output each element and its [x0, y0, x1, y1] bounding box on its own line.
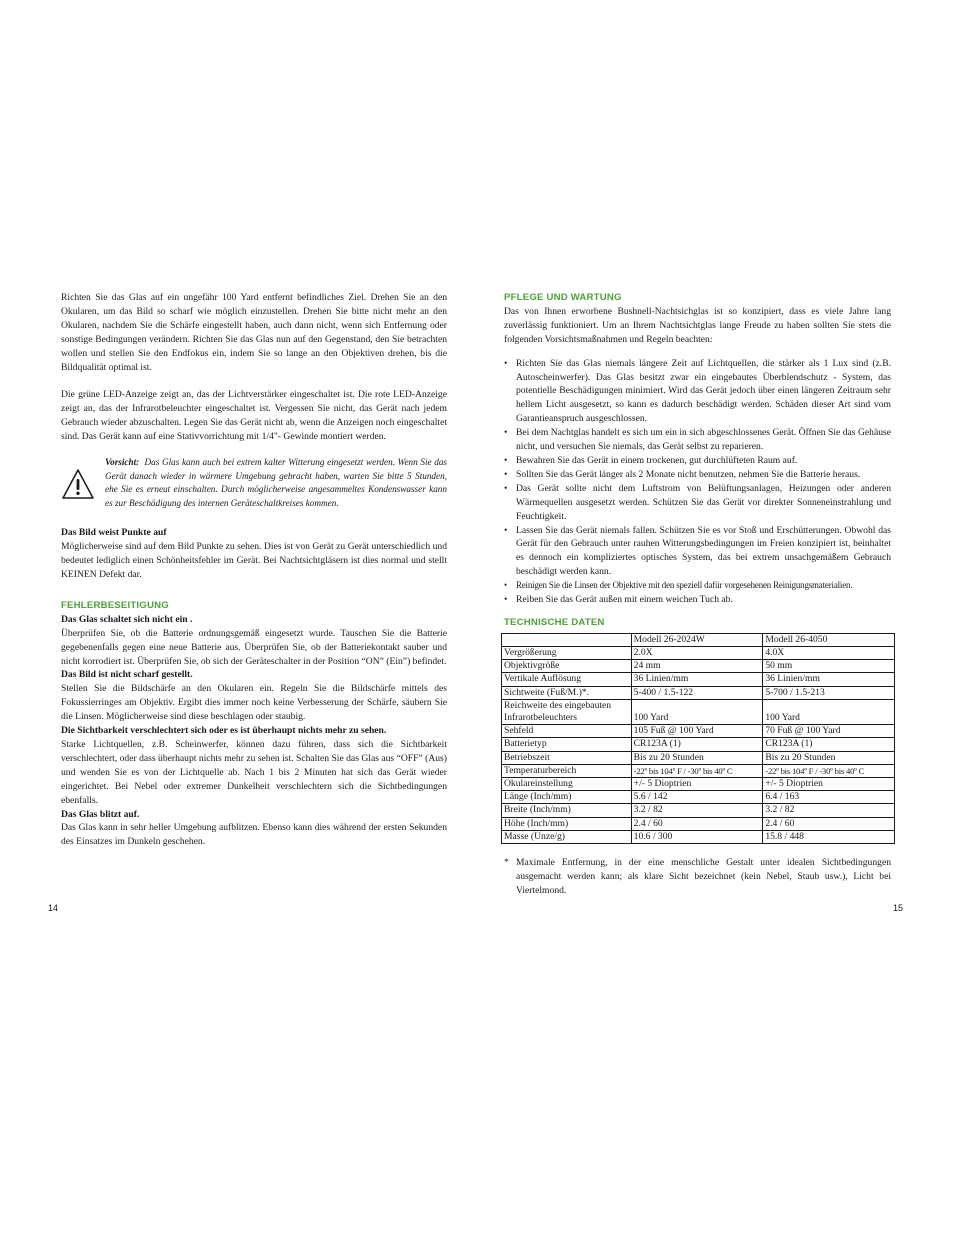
- table-row: [502, 660, 895, 673]
- care-intro: Das von Ihnen erworbene Bushnell-Nachtsichglas ist so konzipiert, dass es viele Jahre lang zuverlässig funktioniert. Um an Ihrem Nachtsichtglas lange Freude zu haben sollten Sie stets die folgenden Vorsichtsmaßnahmen und Regeln beachten:: [504, 305, 891, 345]
- footnote-text: Maximale Entfernung, in der eine menschliche Gestalt unter idealen Sichtbedingungen ausgemacht werden kann; als klare Sicht bezeichnet (kein Nebel, Staub usw.), Licht bei Viertelmond.: [516, 857, 891, 896]
- caution-notice: [61, 456, 447, 510]
- spec-value-cell: CR123A (1): [631, 738, 763, 751]
- ts1-text: Überprüfen Sie, ob die Batterie ordnungsgemäß eingesetzt wurde. Tauschen Sie die Batterie gegebenenfalls gegen eine neue Batterie aus. Überprüfen Sie, ob der Batteriekontakt sauber und nicht korrodiert ist. Überprüfen Sie, ob sich der Geräteschalter in der Position “ON” (Ein”) befindet.: [61, 627, 447, 667]
- spec-value-cell: 2.4 / 60: [763, 817, 895, 830]
- caution-body: Das Glas kann auch bei extrem kalter Witterung eingesetzt werden. Wenn Sie das Gerät danach wieder in wärmere Umgebung gebracht haben, warten Sie bitte 5 Stunden, ehe Sie es erneut einschalten. Durch möglicherweise angesammeltes Kondenswasser kann es zur Beschädigung des internen Geräteschaltkreises kommen.: [105, 456, 447, 508]
- table-row: [502, 817, 895, 830]
- table-row: [502, 751, 895, 764]
- ts1-title: Das Glas schaltet sich nicht ein .: [61, 613, 193, 625]
- spec-value-cell: 10.6 / 300: [631, 830, 763, 843]
- header-cell: Modell 26-2024W: [631, 633, 763, 646]
- spec-value-cell: -22º bis 104º F / -30º bis 40º C: [763, 764, 895, 777]
- spots-text: Möglicherweise sind auf dem Bild Punkte zu sehen. Dies ist von Gerät zu Gerät unterschiedlich und bedeutet lediglich einen Schönheitsfehler im Gerät. Bei Nachtsichtgläsern ist dies normal und stellt KEINEN Defekt dar.: [61, 541, 447, 581]
- spec-value-cell: Bis zu 20 Stunden: [631, 751, 763, 764]
- ts3-title: Die Sichtbarkeit verschlechtert sich oder es ist überhaupt nichts mehr zu sehen.: [61, 725, 387, 737]
- spec-value-cell: 4.0X: [763, 647, 895, 660]
- table-row: [502, 647, 895, 660]
- table-row: [502, 738, 895, 751]
- caution-text: [105, 456, 447, 510]
- footnote: [504, 856, 891, 898]
- spec-label-cell: Höhe (Inch/mm): [502, 817, 632, 830]
- specs-table: [501, 633, 895, 844]
- table-row: [502, 725, 895, 738]
- spec-value-cell: 5.6 / 142: [631, 791, 763, 804]
- list-item: • Das Gerät sollte nicht dem Luftstrom von Belüftungsanlagen, Heizungen oder anderen Wärmequellen ausgesetzt werden. Schützen Sie das Gerät vor direkter Sonneneinstrahlung und Feuchtigkeit.: [504, 482, 891, 524]
- spec-value-cell: 100 Yard: [631, 699, 763, 724]
- spec-value-cell: +/- 5 Dioptrien: [631, 778, 763, 791]
- spec-label-cell: Vergrößerung: [502, 647, 632, 660]
- warning-triangle-icon: [61, 456, 105, 510]
- spec-value-cell: 2.0X: [631, 647, 763, 660]
- header-cell: [502, 633, 632, 646]
- spec-value-cell: 100 Yard: [763, 699, 895, 724]
- ts4-title: Das Glas blitzt auf.: [61, 808, 140, 820]
- specs-heading: TECHNISCHE DATEN: [504, 616, 605, 628]
- list-item: • Richten Sie das Glas niemals längere Zeit auf Lichtquellen, die stärker als 1 Lux sind (z.B. Autoscheinwerfer). Das Glas besitzt zwar ein eingebautes Überblendschutz - System, das potentielle Beschädigungen minimiert. Wird das Gerät jedoch über einen längeren Zeitraum sehr hellem Licht ausgesetzt, so kann es dadurch beschädigt werden. Schäden dieser Art sind vom Garantieanspruch ausgeschlossen.: [504, 357, 891, 427]
- table-row: [502, 791, 895, 804]
- table-row: [502, 764, 895, 777]
- spec-label-cell: Objektivgröße: [502, 660, 632, 673]
- focus-instructions-paragraph: Richten Sie das Glas auf ein ungefähr 100 Yard entfernt befindliches Ziel. Drehen Sie an den Okularen, um das Bild so scharf wie möglich einzustellen. Drehen Sie bitte nicht mehr an den Okularen, nachdem Sie die Schärfe eingestellt haben, auch dann nicht, wenn sich Entfernung oder sonstige Bedingungen verändern. Richten Sie das Glas nun auf den Gegenstand, den Sie betrachten wollen und stellen Sie den Endfokus ein, indem Sie so lange an den Objektiven drehen, bis die Bildqualität optimal ist.: [61, 292, 447, 373]
- spec-value-cell: 105 Fuß @ 100 Yard: [631, 725, 763, 738]
- list-item: • Bewahren Sie das Gerät in einem trockenen, gut durchlüfteten Raum auf.: [504, 454, 891, 468]
- list-item: • Reinigen Sie die Linsen der Objektive mit den speziell dafür vorgesehenen Reinigungsmaterialien.: [504, 579, 891, 593]
- troubleshooting-heading: FEHLERBESEITIGUNG: [61, 599, 169, 611]
- left-page-column: [61, 291, 447, 849]
- spec-value-cell: 24 mm: [631, 660, 763, 673]
- care-heading: PFLEGE UND WARTUNG: [504, 292, 622, 303]
- spec-label-cell: Okulareinstellung: [502, 778, 632, 791]
- list-item: • Reiben Sie das Gerät außen mit einem weichen Tuch ab.: [504, 593, 891, 607]
- table-row: [502, 830, 895, 843]
- spec-label-cell: Masse (Unze/g): [502, 830, 632, 843]
- spec-value-cell: 5-700 / 1.5-213: [763, 686, 895, 699]
- spec-value-cell: 3.2 / 82: [763, 804, 895, 817]
- ts4-text: Das Glas kann in sehr heller Umgebung aufblitzen. Ebenso kann dies während der ersten Sekunden des Einsatzes im Dunkeln geschehen.: [61, 822, 447, 848]
- spec-value-cell: CR123A (1): [763, 738, 895, 751]
- table-row: [502, 673, 895, 686]
- spec-label-cell: Batterietyp: [502, 738, 632, 751]
- table-row: [502, 804, 895, 817]
- table-row: [502, 778, 895, 791]
- ts2-title: Das Bild ist nicht scharf gestellt.: [61, 669, 193, 681]
- page-number-left: 14: [48, 903, 59, 913]
- spec-label-cell: Breite (Inch/mm): [502, 804, 632, 817]
- spec-value-cell: 70 Fuß @ 100 Yard: [763, 725, 895, 738]
- ts2-text: Stellen Sie die Bildschärfe an den Okularen ein. Regeln Sie die Bildschärfe mittels des Fokussierringes am Objektiv. Ergibt dies immer noch keine Verbesserung der Schärfe, säubern Sie die Linsen. Möglicherweise sind diese beschlagen oder staubig.: [61, 683, 447, 723]
- list-item: • Sollten Sie das Gerät länger als 2 Monate nicht benutzen, nehmen Sie die Batterie heraus.: [504, 468, 891, 482]
- spec-label-cell: Reichweite des eingebauten Infrarotbeleuchters: [502, 699, 632, 724]
- spec-label-cell: Länge (Inch/mm): [502, 791, 632, 804]
- caution-label: Vorsicht:: [105, 456, 140, 467]
- spec-value-cell: 50 mm: [763, 660, 895, 673]
- spec-label-cell: Betriebszeit: [502, 751, 632, 764]
- spec-label-cell: Sehfeld: [502, 725, 632, 738]
- footnote-mark: *: [504, 857, 509, 869]
- header-cell: Modell 26-4050: [763, 633, 895, 646]
- spec-value-cell: +/- 5 Dioptrien: [763, 778, 895, 791]
- spec-value-cell: 6.4 / 163: [763, 791, 895, 804]
- page-number-right: 15: [893, 903, 904, 913]
- care-list: [504, 357, 891, 607]
- spec-value-cell: 15.8 / 448: [763, 830, 895, 843]
- spec-label-cell: Vertikale Auflösung: [502, 673, 632, 686]
- spec-label-cell: Sichtweite (Fuß/M.)*.: [502, 686, 632, 699]
- spec-value-cell: Bis zu 20 Stunden: [763, 751, 895, 764]
- table-row: [502, 699, 895, 724]
- ts3-text: Starke Lichtquellen, z.B. Scheinwerfer, können dazu führen, dass sich die Sichtbarkeit verschlechtert, oder dass überhaupt nichts mehr zu sehen ist. Schalten Sie das Glas aus “OFF” (Aus) und wenden Sie es von der Lichtquelle ab. Nach 1 bis 2 Minuten hat sich das Gerät wieder eingerichtet. Bei Nebel oder extremer Dunkelheit verschlechtern sich die Sichtbedingungen ebenfalls.: [61, 739, 447, 806]
- spec-value-cell: 5-400 / 1.5-122: [631, 686, 763, 699]
- table-row: [502, 686, 895, 699]
- list-item: • Bei dem Nachtglas handelt es sich um ein in sich abgeschlossenes Gerät. Öffnen Sie das Gehäuse nicht, und versuchen Sie niemals, das Gerät selbst zu reparieren.: [504, 426, 891, 454]
- led-indicator-paragraph: Die grüne LED-Anzeige zeigt an, das der Lichtverstärker eingeschaltet ist. Die rote LED-Anzeige zeigt an, das der Infrarotbeleuchter eingeschaltet ist. Vergessen Sie nicht, das Gerät nach jedem Gebrauch wieder abzuschalten. Legen Sie das Gerät nicht ab, wenn die Anzeigen noch eingeschaltet sind. Das Gerät kann auf eine Stativvorrichtung mit 1/4"- Gewinde montiert werden.: [61, 389, 447, 443]
- spec-value-cell: 2.4 / 60: [631, 817, 763, 830]
- spec-value-cell: 36 Linien/mm: [763, 673, 895, 686]
- spec-value-cell: 3.2 / 82: [631, 804, 763, 817]
- spots-heading: Das Bild weist Punkte auf: [61, 527, 167, 539]
- table-header-row: [502, 633, 895, 646]
- spec-label-cell: Temperaturbereich: [502, 764, 632, 777]
- spec-value-cell: 36 Linien/mm: [631, 673, 763, 686]
- right-page-column: [504, 291, 891, 898]
- spec-value-cell: -22º bis 104º F / -30º bis 40º C: [631, 764, 763, 777]
- list-item: • Lassen Sie das Gerät niemals fallen. Schützen Sie es vor Stoß und Erschütterungen. Obwohl das Gerät für den Gebrauch unter rauhen Witterungsbedingungen im Freien konzipiert ist, beinhaltet es dennoch ein kompliziertes optisches System, das bei extrem unsachgemäßem Gebrauch beschädigt werden kann.: [504, 524, 891, 580]
